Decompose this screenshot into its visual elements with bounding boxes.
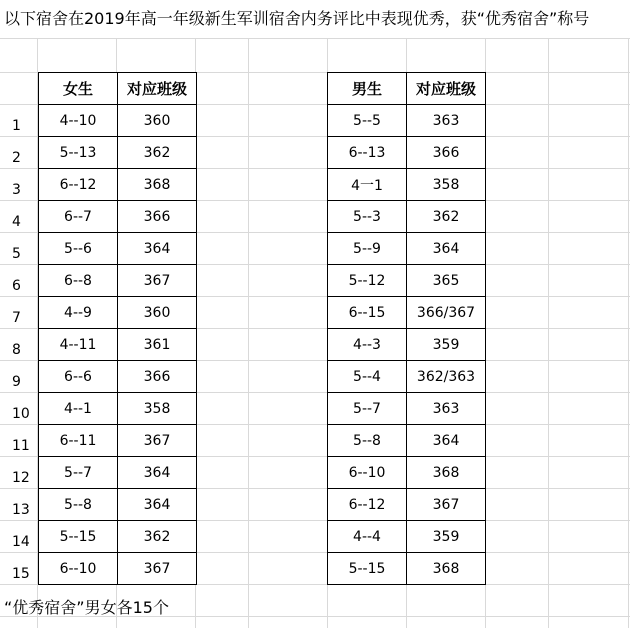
dormitory-cell[interactable]: 6--10 [39,553,118,585]
row-number[interactable]: 5 [12,246,21,262]
row-number-column [0,110,38,590]
dormitory-cell[interactable]: 5--13 [39,137,118,169]
class-cell[interactable]: 363 [407,105,486,137]
table-row [39,457,197,489]
class-cell[interactable]: 364 [118,233,197,265]
table-row [39,105,197,137]
table-row [39,201,197,233]
dormitory-cell[interactable]: 6--10 [328,457,407,489]
class-cell[interactable]: 368 [407,457,486,489]
class-cell[interactable]: 362 [118,521,197,553]
dormitory-cell[interactable]: 4--10 [39,105,118,137]
dormitory-cell[interactable]: 5--15 [39,521,118,553]
table-row [39,297,197,329]
table-row [328,201,486,233]
row-number[interactable]: 1 [12,118,21,134]
table-row [328,265,486,297]
grid-line [548,38,549,628]
row-number[interactable]: 3 [12,182,21,198]
dormitory-cell[interactable]: 6--12 [39,169,118,201]
class-cell[interactable]: 359 [407,521,486,553]
table-row [39,553,197,585]
class-cell[interactable]: 359 [407,329,486,361]
row-number[interactable]: 14 [12,534,30,550]
table-row [39,521,197,553]
table-row [328,137,486,169]
class-cell[interactable]: 361 [118,329,197,361]
table-row [328,169,486,201]
table-row [328,361,486,393]
table-row [328,521,486,553]
grid-line [0,38,630,39]
dormitory-cell[interactable]: 6--7 [39,201,118,233]
table-row [39,393,197,425]
class-cell[interactable]: 367 [118,553,197,585]
dormitory-cell[interactable]: 4--1 [39,393,118,425]
dormitory-cell[interactable]: 5--6 [39,233,118,265]
row-number[interactable]: 13 [12,502,30,518]
table-row [39,169,197,201]
dormitory-cell[interactable]: 4--11 [39,329,118,361]
row-number[interactable]: 11 [12,438,30,454]
table-header-row [39,73,197,105]
class-cell[interactable]: 365 [407,265,486,297]
dormitory-cell[interactable]: 4--3 [328,329,407,361]
table-row [39,489,197,521]
dormitory-cell[interactable]: 5--4 [328,361,407,393]
row-number[interactable]: 6 [12,278,21,294]
dormitory-cell[interactable]: 6--6 [39,361,118,393]
class-cell[interactable]: 364 [407,233,486,265]
row-number[interactable]: 9 [12,374,21,390]
class-cell[interactable]: 368 [407,553,486,585]
class-cell[interactable]: 362/363 [407,361,486,393]
table-row [328,233,486,265]
class-cell[interactable]: 366 [118,201,197,233]
table-row [328,457,486,489]
class-cell[interactable]: 362 [118,137,197,169]
class-cell[interactable]: 364 [407,425,486,457]
table-row [328,553,486,585]
class-cell[interactable]: 366 [118,361,197,393]
dormitory-cell[interactable]: 6--8 [39,265,118,297]
table-row [328,297,486,329]
table-row [328,425,486,457]
girls-dormitory-table [38,72,197,585]
dormitory-cell[interactable]: 4--9 [39,297,118,329]
row-number[interactable]: 8 [12,342,21,358]
class-cell[interactable]: 367 [118,425,197,457]
dormitory-cell[interactable]: 6--11 [39,425,118,457]
page-title: 以下宿舍在2019年高一年级新生军训宿舍内务评比中表现优秀，获“优秀宿舍”称号 [4,9,590,28]
table-row [328,329,486,361]
dormitory-cell[interactable]: 6--13 [328,137,407,169]
column-header-class[interactable]: 对应班级 [407,73,486,105]
dormitory-cell[interactable]: 5--5 [328,105,407,137]
class-cell[interactable]: 363 [407,393,486,425]
grid-line [248,38,249,628]
footer-note: “优秀宿舍”男女各15个 [4,598,169,617]
class-cell[interactable]: 364 [118,489,197,521]
column-header-girls[interactable]: 女生 [39,73,118,105]
class-cell[interactable]: 367 [407,489,486,521]
class-cell[interactable]: 366 [407,137,486,169]
dormitory-cell[interactable]: 5--15 [328,553,407,585]
table-row [39,137,197,169]
dormitory-cell[interactable]: 5--12 [328,265,407,297]
table-row [39,233,197,265]
column-header-boys[interactable]: 男生 [328,73,407,105]
class-cell[interactable]: 360 [118,297,197,329]
class-cell[interactable]: 368 [118,169,197,201]
dormitory-cell[interactable]: 4--4 [328,521,407,553]
row-number[interactable]: 2 [12,150,21,166]
class-cell[interactable]: 362 [407,201,486,233]
dormitory-cell[interactable]: 5--9 [328,233,407,265]
table-row [39,329,197,361]
row-number[interactable]: 12 [12,470,30,486]
dormitory-cell[interactable]: 5--3 [328,201,407,233]
row-number[interactable]: 7 [12,310,21,326]
table-row [39,425,197,457]
row-number[interactable]: 10 [12,406,30,422]
dormitory-cell[interactable]: 6--15 [328,297,407,329]
dormitory-cell[interactable]: 5--8 [39,489,118,521]
table-row [328,489,486,521]
table-row [39,361,197,393]
grid-line [628,38,629,628]
row-number[interactable]: 15 [12,566,30,582]
class-cell[interactable]: 358 [118,393,197,425]
class-cell[interactable]: 358 [407,169,486,201]
dormitory-cell[interactable]: 6--12 [328,489,407,521]
column-header-class[interactable]: 对应班级 [118,73,197,105]
dormitory-cell[interactable]: 4一1 [328,169,407,201]
dormitory-cell[interactable]: 5--8 [328,425,407,457]
class-cell[interactable]: 364 [118,457,197,489]
table-row [328,105,486,137]
class-cell[interactable]: 360 [118,105,197,137]
class-cell[interactable]: 366/367 [407,297,486,329]
row-number[interactable]: 4 [12,214,21,230]
dormitory-cell[interactable]: 5--7 [328,393,407,425]
dormitory-cell[interactable]: 5--7 [39,457,118,489]
boys-dormitory-table [327,72,486,585]
table-row [39,265,197,297]
table-row [328,393,486,425]
table-header-row [328,73,486,105]
class-cell[interactable]: 367 [118,265,197,297]
